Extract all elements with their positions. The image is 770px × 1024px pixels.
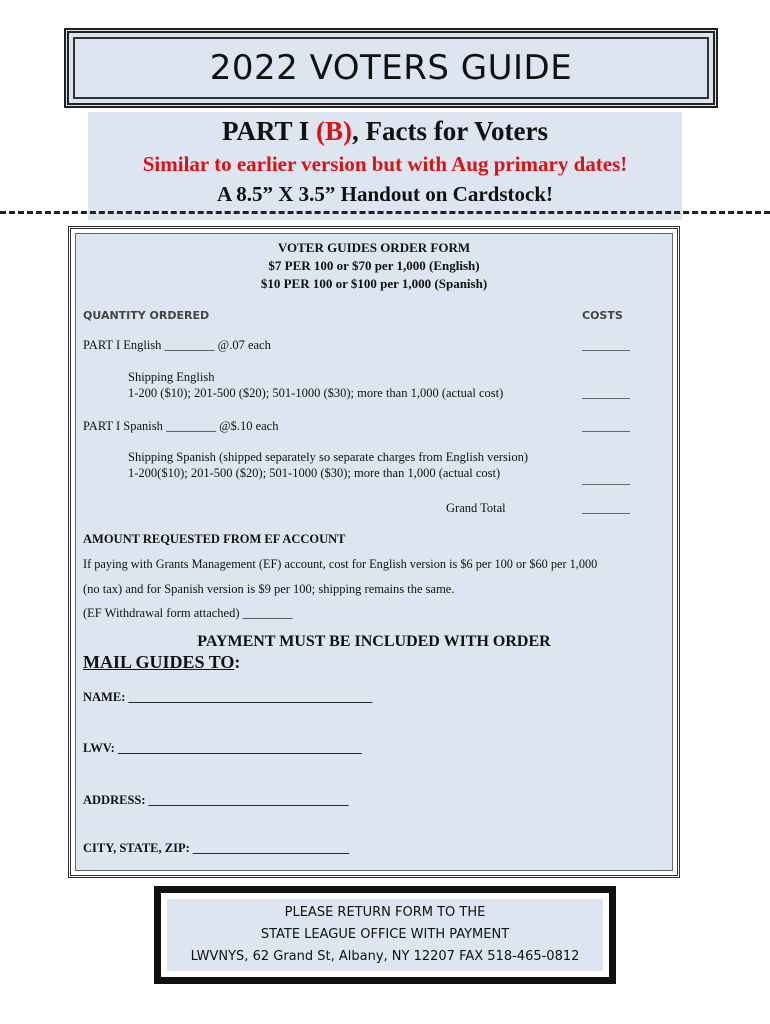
mail-heading [83,652,240,673]
address-blank: ________________________________ [148,793,349,807]
address-label: ADDRESS: [83,793,149,807]
english-quantity-line: PART I English ________ @.07 each [83,338,271,352]
part-subtitle: Similar to earlier version but with Aug primary dates! [142,152,628,176]
return-line-2: STATE LEAGUE OFFICE WITH PAYMENT [260,927,510,942]
payment-notice: PAYMENT MUST BE INCLUDED WITH ORDER [197,633,551,650]
ef-line-2: (no tax) and for Spanish version is $9 per 100; shipping remains the same. [83,582,455,596]
title-box [64,28,718,108]
shipping-spanish-rates: 1-200($10); 201-500 ($20); 501-1000 ($30); more than 1,000 (actual cost) [128,466,501,480]
shipping-spanish-cost-blank: ________ [582,472,630,486]
shipping-english-title: Shipping English [128,370,215,384]
return-line-1: PLEASE RETURN FORM TO THE [284,905,486,920]
part-handout: A 8.5” X 3.5” Handout on Cardstock! [216,182,554,206]
costs-header: COSTS [582,309,623,322]
price-english: $7 PER 100 or $70 per 1,000 (English) [268,258,480,273]
mail-heading-colon: : [234,652,241,672]
shipping-english-rates: 1-200 ($10); 201-500 ($20); 501-1000 ($30); more than 1,000 (actual cost) [128,386,504,400]
page-title: 2022 VOTERS GUIDE [209,48,573,88]
form-heading: VOTER GUIDES ORDER FORM [277,240,471,255]
ef-heading: AMOUNT REQUESTED FROM EF ACCOUNT [83,532,346,546]
lwv-label: LWV: [83,741,118,755]
part-band [88,112,682,220]
part-title-prefix: PART I [221,116,317,146]
title-inner [73,37,709,99]
return-inner [167,899,603,971]
grand-total-label: Grand Total [446,501,506,515]
return-box [154,886,616,984]
shipping-spanish-title: Shipping Spanish (shipped separately so separate charges from English version) [128,450,529,464]
name-field[interactable] [83,690,372,705]
city-state-zip-field[interactable] [83,841,349,856]
return-line-3: LWVNYS, 62 Grand St, Albany, NY 12207 FAX 518-465-0812 [190,949,580,964]
spanish-cost-blank: ________ [582,419,630,433]
name-blank: _______________________________________ [128,690,373,704]
address-field[interactable] [83,793,349,808]
quantity-header: QUANTITY ORDERED [83,309,210,322]
price-spanish: $10 PER 100 or $100 per 1,000 (Spanish) [260,276,488,291]
lwv-field[interactable] [83,741,362,756]
part-title [88,116,682,147]
city-label: CITY, STATE, ZIP: [83,841,193,855]
grand-total-blank: ________ [582,501,630,515]
spanish-quantity-line: PART I Spanish ________ @$.10 each [83,419,279,433]
part-title-highlight: (B) [316,116,353,146]
english-cost-blank: ________ [582,338,630,352]
city-blank: _________________________ [192,841,350,855]
lwv-blank: _______________________________________ [117,741,362,755]
mail-heading-text: MAIL GUIDES TO [83,652,235,672]
part-title-suffix: , Facts for Voters [352,116,549,146]
order-form [68,226,680,878]
cut-line [0,211,770,214]
shipping-english-cost-blank: ________ [582,386,630,400]
ef-withdrawal-line: (EF Withdrawal form attached) ________ [83,606,293,620]
order-form-fill [75,233,673,871]
ef-line-1: If paying with Grants Management (EF) account, cost for English version is $6 per 100 or $60 per 1,000 [83,557,598,571]
name-label: NAME: [83,690,129,704]
